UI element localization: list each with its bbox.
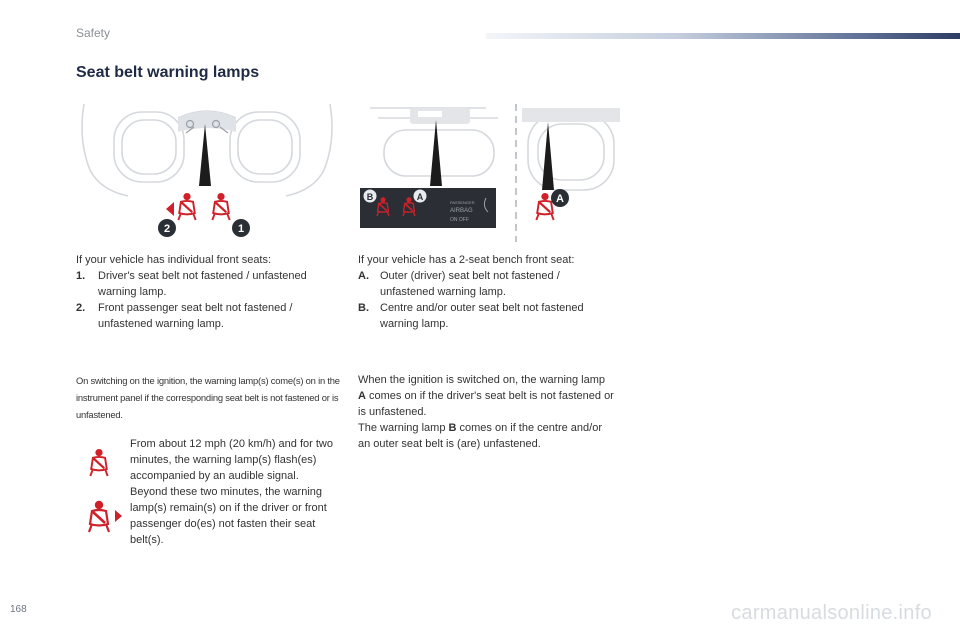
list-item: 2. Front passenger seat belt not fastened / unfastened warning lamp. xyxy=(76,302,293,330)
panel-line-1: PASSENGER xyxy=(450,200,475,205)
individual-seats-intro: If your vehicle has individual front seats: xyxy=(76,254,272,266)
callout-1: 1 xyxy=(237,223,245,235)
list-item: 1. Driver's seat belt not fastened / unfastened warning lamp. xyxy=(76,270,307,298)
callout-a: A xyxy=(556,193,564,205)
individual-seats-illustration xyxy=(78,100,336,242)
ignition-note: On switching on the ignition, the warning lamp(s) come(s) on in the instrument panel if the corresponding seat belt is not fastened or is unfastened. xyxy=(76,375,340,420)
panel-line-3: ON OFF xyxy=(450,217,469,223)
list-item: A. Outer (driver) seat belt not fastened / unfastened warning lamp. xyxy=(358,270,560,298)
watermark: carmanualsonline.info xyxy=(731,602,932,624)
list-item: B. Centre and/or outer seat belt not fastened warning lamp. xyxy=(358,302,584,330)
callout-a-panel: A xyxy=(416,192,424,202)
bench-seat-illustration xyxy=(358,100,620,244)
speed-warning-text: From about 12 mph (20 km/h) and for two minutes, the warning lamp(s) flash(es) accompanied by an audible signal. Beyond these two minutes, the warning lamp(s) remain(s) on if the driver or front passenger do(es) not fasten their seat belt(s). xyxy=(130,438,333,546)
section-label: Safety xyxy=(76,26,111,40)
seat-belt-warning-icon xyxy=(86,446,112,480)
ignition-paragraph-1: When the ignition is switched on, the warning lamp A comes on if the driver's seat belt is not fastened or is unfastened. xyxy=(358,374,614,418)
callout-2: 2 xyxy=(163,223,171,235)
page-number: 168 xyxy=(10,604,27,615)
page-title: Seat belt warning lamps xyxy=(76,64,260,81)
header-bar xyxy=(486,33,960,39)
seat-belt-flashing-icon xyxy=(84,500,124,534)
individual-seats-block xyxy=(76,252,344,332)
ignition-paragraph-2: The warning lamp B comes on if the centre and/or an outer seat belt is (are) unfastened. xyxy=(358,422,602,450)
bench-seat-block xyxy=(358,252,614,332)
panel-line-2: AIRBAG xyxy=(450,208,473,214)
bench-seat-intro: If your vehicle has a 2-seat bench front seat: xyxy=(358,254,575,266)
callout-b: B xyxy=(366,192,374,202)
ignition-explanation xyxy=(358,372,614,452)
